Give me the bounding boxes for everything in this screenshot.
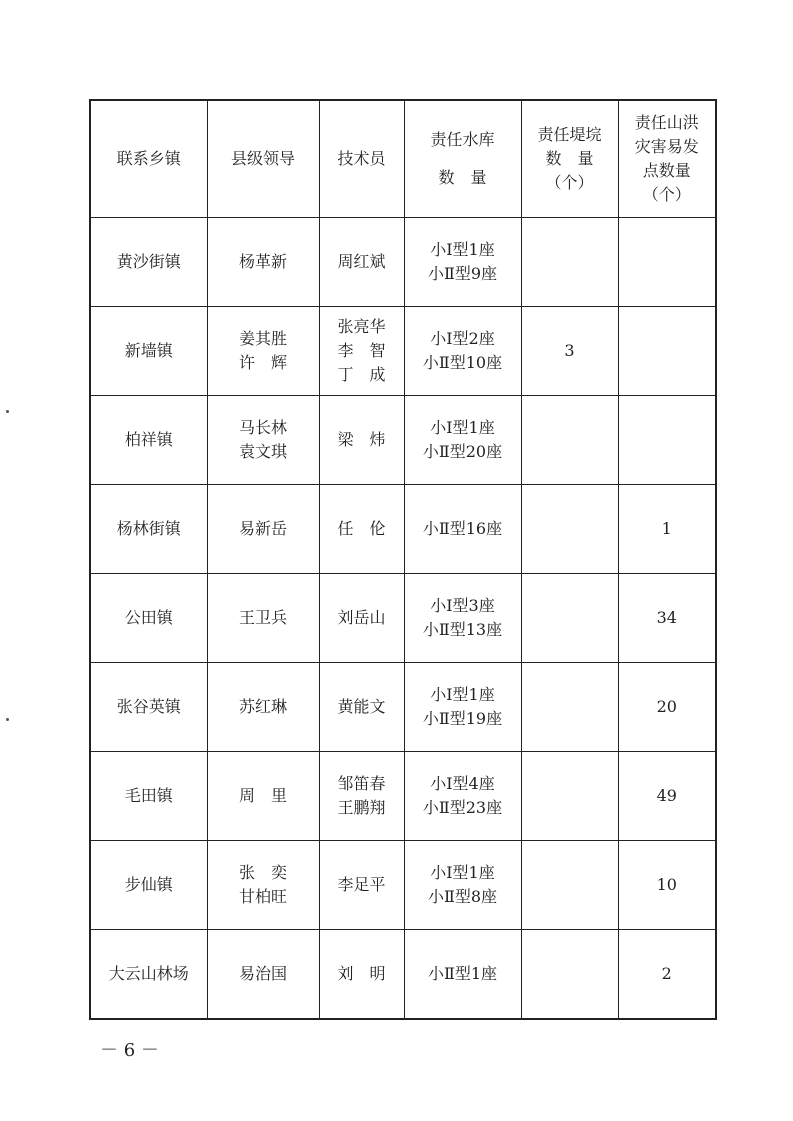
town-cell: 张谷英镇	[90, 663, 207, 752]
reservoir-cell: 小Ⅱ型1座	[404, 930, 521, 1020]
flood-points-cell	[618, 396, 716, 485]
dikes-cell	[521, 841, 618, 930]
reservoir-cell: 小Ⅰ型4座 小Ⅱ型23座	[404, 752, 521, 841]
reservoir-cell: 小Ⅰ型2座 小Ⅱ型10座	[404, 307, 521, 396]
leader-cell: 杨革新	[207, 218, 319, 307]
header-dikes: 责任堤垸 数 量 （个）	[521, 100, 618, 218]
leader-cell: 马长林 袁文琪	[207, 396, 319, 485]
dikes-cell	[521, 218, 618, 307]
flood-points-cell	[618, 307, 716, 396]
table-body	[90, 218, 716, 1020]
table-row	[90, 752, 716, 841]
leader-cell: 王卫兵	[207, 574, 319, 663]
table-row	[90, 663, 716, 752]
dikes-cell	[521, 663, 618, 752]
leader-cell: 张 奕 甘柏旺	[207, 841, 319, 930]
table-header-row	[90, 100, 716, 218]
town-cell: 大云山林场	[90, 930, 207, 1020]
town-cell: 毛田镇	[90, 752, 207, 841]
tech-cell: 刘岳山	[319, 574, 404, 663]
dikes-cell: 3	[521, 307, 618, 396]
table-row	[90, 841, 716, 930]
flood-points-cell: 49	[618, 752, 716, 841]
town-cell: 黄沙街镇	[90, 218, 207, 307]
tech-cell: 李足平	[319, 841, 404, 930]
tech-cell: 梁 炜	[319, 396, 404, 485]
dikes-cell	[521, 485, 618, 574]
tech-cell: 任 伦	[319, 485, 404, 574]
tech-cell: 张亮华 李 智 丁 成	[319, 307, 404, 396]
reservoir-cell: 小Ⅰ型1座 小Ⅱ型20座	[404, 396, 521, 485]
leader-cell: 易新岳	[207, 485, 319, 574]
reservoir-cell: 小Ⅰ型1座 小Ⅱ型19座	[404, 663, 521, 752]
tech-cell: 周红斌	[319, 218, 404, 307]
table-row	[90, 930, 716, 1020]
table-row	[90, 218, 716, 307]
reservoir-cell: 小Ⅱ型16座	[404, 485, 521, 574]
tech-cell: 刘 明	[319, 930, 404, 1020]
margin-mark	[6, 718, 9, 721]
leader-cell: 苏红琳	[207, 663, 319, 752]
reservoir-cell: 小Ⅰ型1座 小Ⅱ型9座	[404, 218, 521, 307]
dikes-cell	[521, 574, 618, 663]
dikes-cell	[521, 752, 618, 841]
table-row	[90, 396, 716, 485]
leader-cell: 易治国	[207, 930, 319, 1020]
header-town: 联系乡镇	[90, 100, 207, 218]
margin-mark	[6, 410, 9, 413]
table-row	[90, 485, 716, 574]
flood-points-cell: 20	[618, 663, 716, 752]
page-number: － 6 －	[100, 1040, 159, 1061]
reservoir-cell: 小Ⅰ型1座 小Ⅱ型8座	[404, 841, 521, 930]
dikes-cell	[521, 396, 618, 485]
header-tech: 技术员	[319, 100, 404, 218]
town-cell: 公田镇	[90, 574, 207, 663]
town-cell: 新墙镇	[90, 307, 207, 396]
tech-cell: 黄能文	[319, 663, 404, 752]
flood-points-cell: 34	[618, 574, 716, 663]
tech-cell: 邹笛春 王鹏翔	[319, 752, 404, 841]
town-cell: 步仙镇	[90, 841, 207, 930]
flood-points-cell: 2	[618, 930, 716, 1020]
header-flood-points: 责任山洪 灾害易发 点数量 （个）	[618, 100, 716, 218]
town-cell: 柏祥镇	[90, 396, 207, 485]
dikes-cell	[521, 930, 618, 1020]
reservoir-cell: 小Ⅰ型3座 小Ⅱ型13座	[404, 574, 521, 663]
leader-cell: 周 里	[207, 752, 319, 841]
town-cell: 杨林街镇	[90, 485, 207, 574]
header-leader: 县级领导	[207, 100, 319, 218]
table-row	[90, 307, 716, 396]
responsibility-table	[89, 99, 717, 1020]
leader-cell: 姜其胜 许 辉	[207, 307, 319, 396]
flood-points-cell	[618, 218, 716, 307]
flood-points-cell: 10	[618, 841, 716, 930]
table-row	[90, 574, 716, 663]
flood-points-cell: 1	[618, 485, 716, 574]
header-reservoir: 责任水库 数 量	[404, 100, 521, 218]
